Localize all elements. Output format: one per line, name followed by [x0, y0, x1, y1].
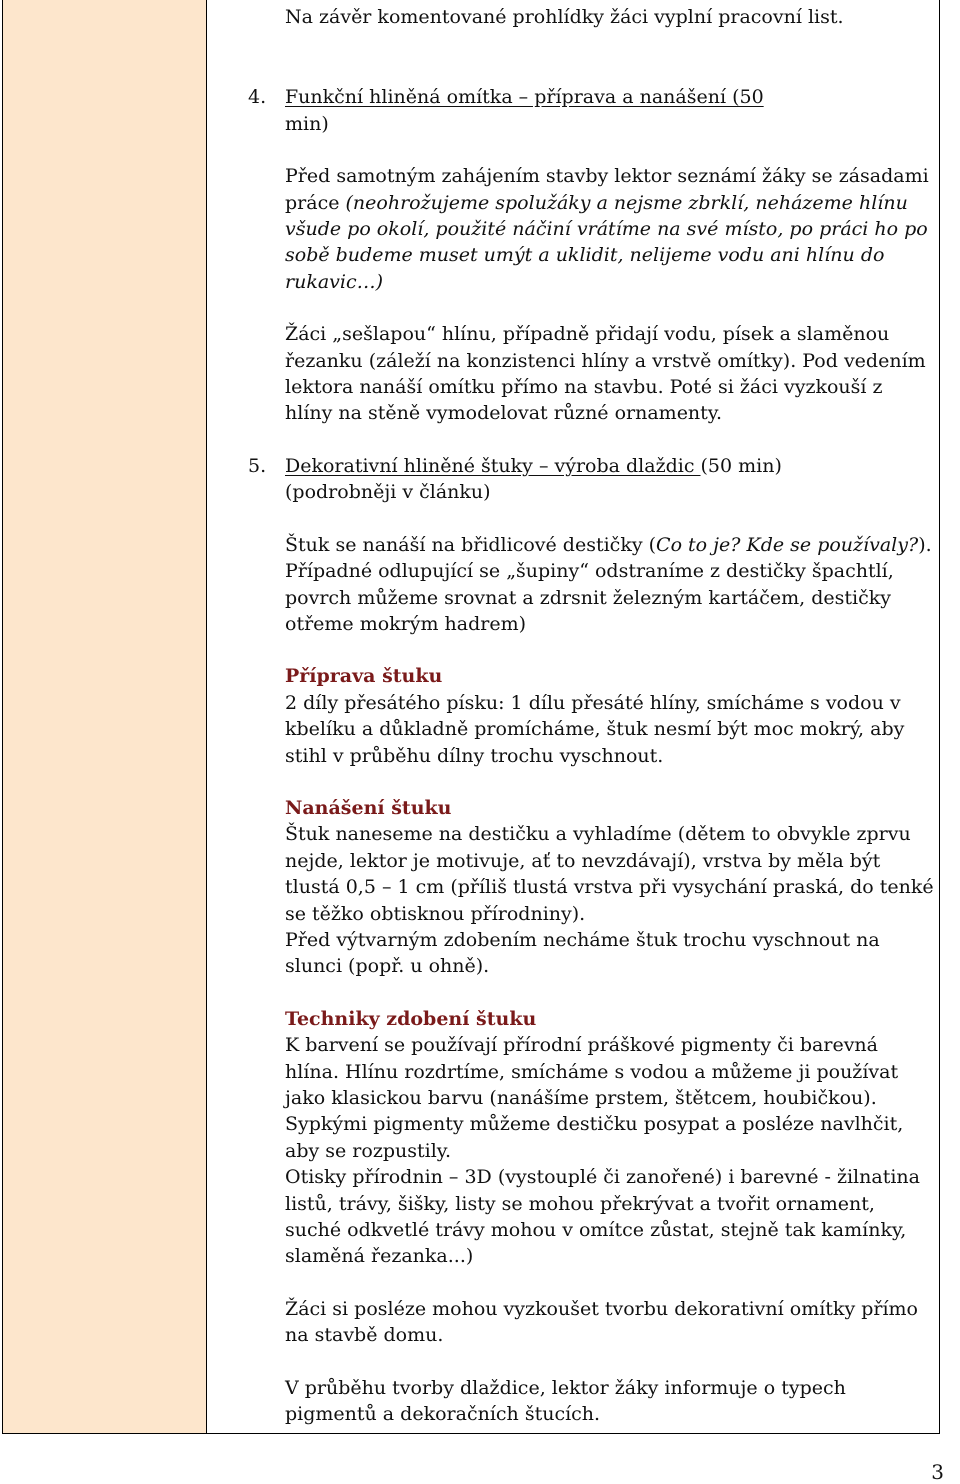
nanaseni-heading: Nanášení štuku [285, 796, 452, 819]
section-5-title: Dekorativní hliněné štuky – výroba dlaždic [285, 454, 701, 477]
para-italic-text: Co to je? Kde se používaly? [656, 533, 919, 556]
section-5-subtitle: (podrobněji v článku) [285, 481, 491, 504]
nanaseni-text-2: Před výtvarným zdobením necháme štuk trochu vyschnout na slunci (popř. u ohně). [285, 928, 880, 978]
page-number: 3 [931, 1460, 944, 1484]
techniky-text-2: Otisky přírodnin – 3D (vystouplé či zanořené) i barevné - žilnatina listů, trávy, šišky, listy se mohou překrývat a tvořit ornament, suché odkvetlé trávy mohou v omítce zůstat, stejně tak kamínky, slaměná řezanka...) [285, 1166, 920, 1268]
techniky-text-4: V průběhu tvorby dlaždice, lektor žáky informuje o typech pigmentů a dekoračních štucích. [285, 1376, 846, 1426]
section-4-heading [248, 84, 935, 137]
para-italic-text: (neohrožujeme spolužáky a nejsme zbrklí, neházeme hlínu všude po okolí, použité náčiní vrátíme na své místo, po práci ho po sobě budeme muset umýt a uklidit, nelijeme vodu ani hlínu do rukavic…) [285, 191, 928, 293]
techniky-heading: Techniky zdobení štuku [285, 1007, 537, 1030]
section-5-number: 5. [248, 454, 267, 477]
nanaseni-text-1: Štuk naneseme na destičku a vyhladíme (dětem to obvykle zprvu nejde, lektor je motivuje, ať to nevzdávají), vrstva by měla být tlustá 0,5 – 1 cm (příliš tlustá vrstva při vysychání praská, do tenké se těžko obtisknou přírodniny). [285, 823, 934, 925]
section-4-para-2: Žáci „sešlapou“ hlínu, případně přidají vodu, písek a slaměnou řezanku (záleží na konzistenci hlíny a vrstvě omítky). Pod vedením lektora nanáší omítku přímo na stavbu. Poté si žáci vyzkouší z hlíny na stěně vymodelovat různé ornamenty. [285, 323, 926, 425]
section-5-heading [248, 453, 935, 506]
techniky-text-1: K barvení se používají přírodní práškové pigmenty či barevná hlína. Hlínu rozdrtíme, smícháme s vodou a můžeme ji používat jako klasickou barvu (nanášíme prstem, štětcem, houbičkou). Sypkými pigmenty můžeme destičku posypat a posléze navlhčit, aby se rozpustily. [285, 1034, 904, 1162]
para-text: Před samotným zahájením stavby lektor seznámí žáky se zásadami práce [285, 165, 929, 214]
intro-line: Na závěr komentované prohlídky žáci vyplní pracovní list. [285, 6, 844, 28]
section-5-title-tail: (50 min) [700, 454, 782, 477]
document-content [248, 0, 935, 1427]
para-text: Štuk se nanáší na břidlicové destičky ( [285, 533, 657, 556]
section-4-title-cont: min) [285, 112, 329, 135]
techniky-text-3: Žáci si posléze mohou vyzkoušet tvorbu dekorativní omítky přímo na stavbě domu. [285, 1297, 918, 1347]
section-4-number: 4. [248, 86, 267, 109]
priprava-heading: Příprava štuku [285, 665, 443, 688]
priprava-text: 2 díly přesátého písku: 1 dílu přesáté hlíny, smícháme s vodou v kbelíku a důkladně promícháme, štuk nesmí být moc mokrý, aby stihl v průběhu dílny trochu vyschnout. [285, 691, 905, 767]
section-4-title: Funkční hliněná omítka – příprava a nanášení (50 [285, 86, 764, 109]
para-text: ). Případné odlupující se „šupiny“ odstraníme z destičky špachtlí, povrch můžeme srovnat a zdrsnit železným kartáčem, destičky otřeme mokrým hadrem) [285, 533, 932, 635]
left-sidebar-panel [3, 0, 207, 1433]
section-5-para-1 [285, 532, 935, 638]
section-4-para-1 [285, 163, 935, 295]
